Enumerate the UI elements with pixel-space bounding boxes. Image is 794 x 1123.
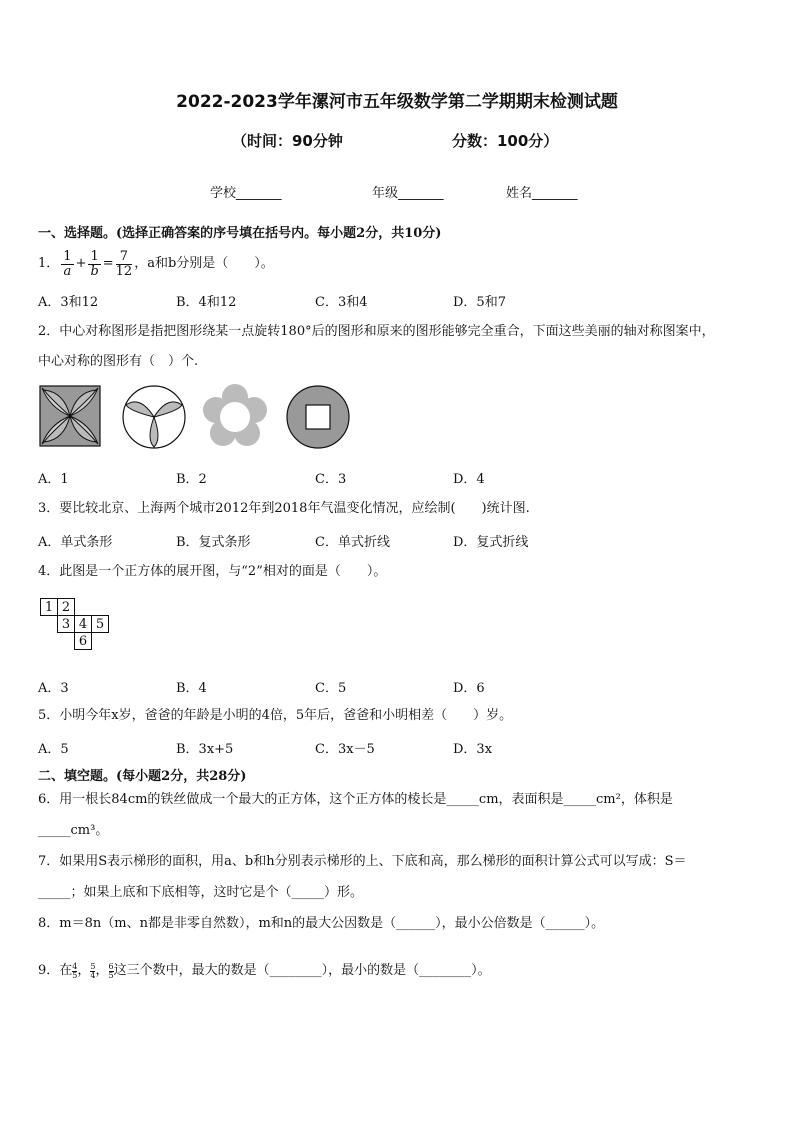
q3-option-c: C．单式折线 xyxy=(315,535,390,550)
question-2-line-1: 2．中心对称图形是指把图形绕某一点旋转180°后的图形和原来的图形能够完全重合，下面这些美丽的轴对称图案中， xyxy=(38,324,715,339)
name-field: 姓名_______ xyxy=(506,186,578,201)
question-4: 4．此图是一个正方体的展开图，与“2”相对的面是（ ）。 xyxy=(38,564,387,579)
q2-figure-coin xyxy=(287,386,349,448)
question-7-line-1: 7．如果用S表示梯形的面积，用a、b和h分别表示梯形的上、下底和高，那么梯形的面积计算公式可以写成：S＝ xyxy=(38,854,687,869)
q2-option-d: D．4 xyxy=(453,472,485,487)
net-face-4: 4 xyxy=(75,616,92,633)
q2-figure-circle-three-petals xyxy=(123,386,185,448)
q9-fraction-1: 4 5 xyxy=(72,961,78,980)
exam-time: （时间：90分钟 xyxy=(232,132,343,150)
q4-option-d: D．6 xyxy=(453,681,485,696)
q3-option-a: A．单式条形 xyxy=(38,535,113,550)
net-face-3: 3 xyxy=(58,616,75,633)
q3-option-d: D．复式折线 xyxy=(453,535,529,550)
question-3: 3．要比较北京、上海两个城市2012年到2018年气温变化情况，应绘制( )统计图. xyxy=(38,501,530,516)
q9-prefix: 9．在 xyxy=(38,963,73,978)
q9-text: 这三个数中，最大的数是（________），最小的数是（________）。 xyxy=(113,963,491,978)
question-7-line-2: _____；如果上底和下底相等，这时它是个（_____）形。 xyxy=(38,885,364,900)
question-6-line-1: 6．用一根长84cm的铁丝做成一个最大的正方体，这个正方体的棱长是_____cm，表面积是_____cm²，体积是 xyxy=(38,792,673,807)
section-heading-choice: 一、选择题。(选择正确答案的序号填在括号内。每小题2分，共10分) xyxy=(38,226,442,241)
question-2-line-2: 中心对称的图形有（ ）个. xyxy=(38,354,199,369)
q2-figure-flower xyxy=(203,384,267,446)
q1-fraction-1: $\frac{1}{a}$ xyxy=(63,248,72,279)
q2-figure-square-petals xyxy=(40,386,100,446)
q5-option-a: A．5 xyxy=(38,742,69,757)
net-face-2: 2 xyxy=(58,599,75,616)
q2-option-b: B．2 xyxy=(176,472,207,487)
q1-text: ，a和b分别是（ ）。 xyxy=(134,256,274,271)
net-face-5: 5 xyxy=(92,616,109,633)
q9-fraction-2: 5 4 xyxy=(90,961,96,980)
q5-option-c: C．3x－5 xyxy=(315,742,375,757)
q1-option-b: B．4和12 xyxy=(176,295,237,310)
q1-option-d: D．5和7 xyxy=(453,295,506,310)
q4-option-a: A．3 xyxy=(38,681,69,696)
q4-option-c: C．5 xyxy=(315,681,347,696)
q3-option-b: B．复式条形 xyxy=(176,535,251,550)
q2-figures xyxy=(38,384,368,454)
question-5: 5．小明今年x岁，爸爸的年龄是小明的4倍，5年后，爸爸和小明相差（ ）岁。 xyxy=(38,708,513,723)
q5-option-b: B．3x+5 xyxy=(176,742,234,757)
question-1: 1． $\frac{1}{a}$ + $\frac{1}{b}$ = $\frac{7}{12}$ ，a和b分别是（ ）。 xyxy=(38,248,274,279)
net-face-1: 1 xyxy=(41,599,58,616)
q1-number: 1． xyxy=(38,256,60,271)
q1-fraction-2: $\frac{1}{b}$ xyxy=(90,248,99,279)
q2-option-c: C．3 xyxy=(315,472,347,487)
q5-option-d: D．3x xyxy=(453,742,493,757)
q1-option-a: A．3和12 xyxy=(38,295,99,310)
grade-field: 年级_______ xyxy=(372,186,444,201)
q1-option-c: C．3和4 xyxy=(315,295,368,310)
exam-score: 分数：100分） xyxy=(452,132,559,150)
net-face-6: 6 xyxy=(75,633,92,650)
page-title: 2022-2023学年漯河市五年级数学第二学期期末检测试题 xyxy=(176,92,618,112)
q1-fraction-3: $\frac{7}{12}$ xyxy=(115,248,133,279)
q9-fraction-3: 6 5 xyxy=(108,961,114,980)
cube-net xyxy=(40,598,109,650)
section-heading-fill: 二、填空题。(每小题2分，共28分) xyxy=(38,769,247,784)
school-field: 学校_______ xyxy=(210,186,282,201)
q4-option-b: B．4 xyxy=(176,681,207,696)
q2-option-a: A．1 xyxy=(38,472,69,487)
question-9: 9．在 4 5 ， 5 4 ， 6 5 这三个数中，最大的数是（________），最小的数是（________）。 xyxy=(38,961,491,980)
question-6-line-2: _____cm³。 xyxy=(38,823,109,838)
question-8: 8．m＝8n（m、n都是非零自然数），m和n的最大公因数是（______），最小公倍数是（______）。 xyxy=(38,916,605,931)
